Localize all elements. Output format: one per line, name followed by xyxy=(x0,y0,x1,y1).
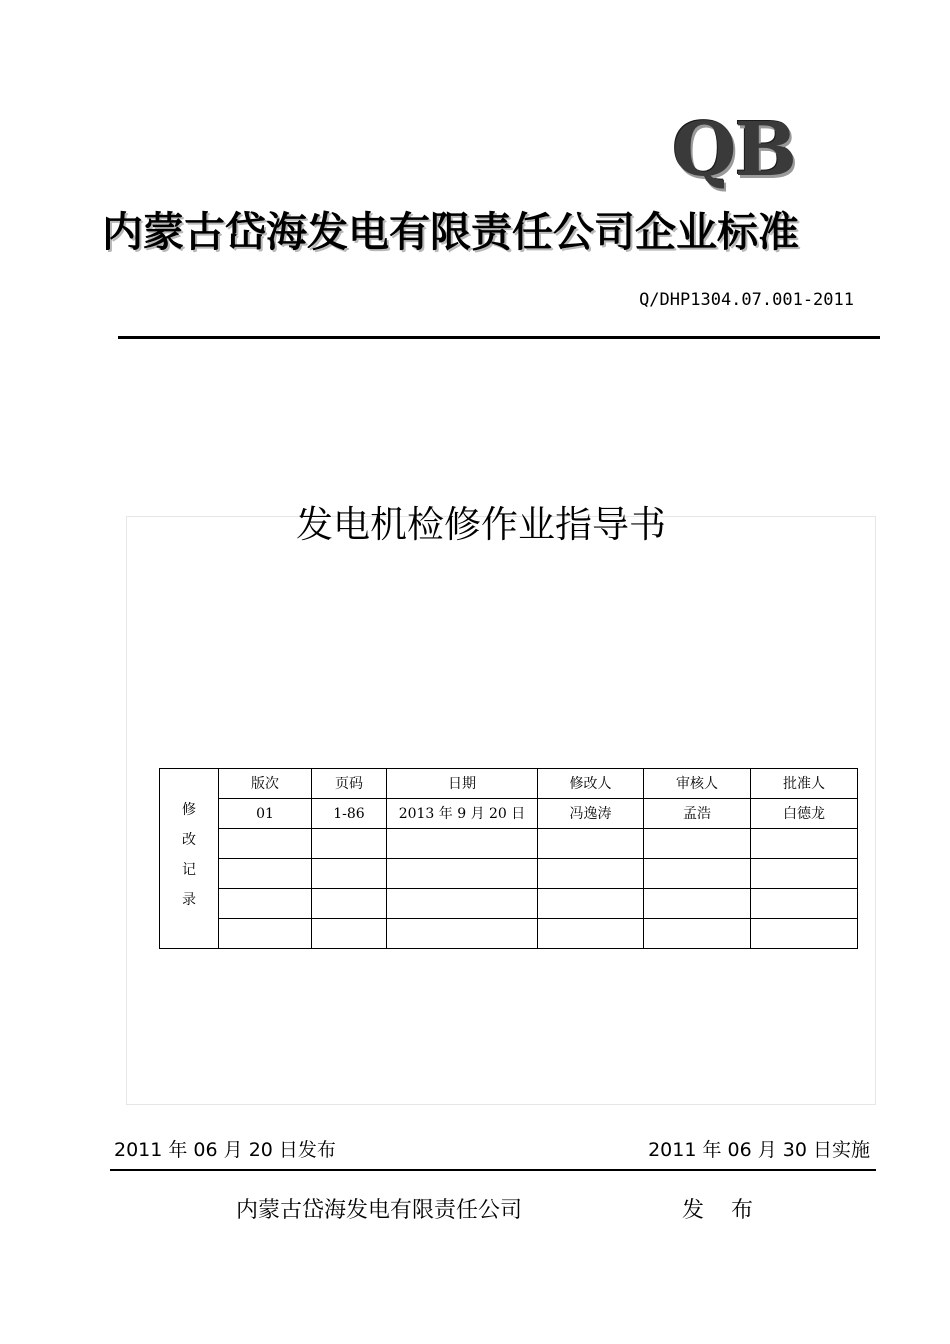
cell-modifier: 冯逸涛 xyxy=(538,799,644,829)
table-row xyxy=(160,919,858,949)
header-pages: 页码 xyxy=(312,769,387,799)
standard-title: 内蒙古岱海发电有限责任公司企业标准 xyxy=(102,208,799,256)
cell-date: 2013 年 9 月 20 日 xyxy=(387,799,538,829)
cell-version: 01 xyxy=(219,799,312,829)
table-header-row xyxy=(160,769,858,799)
table-row xyxy=(160,859,858,889)
cell-date xyxy=(387,919,538,949)
header-reviewer: 审核人 xyxy=(644,769,751,799)
cell-reviewer xyxy=(644,889,751,919)
cell-pages xyxy=(312,889,387,919)
cell-approver xyxy=(751,919,858,949)
cell-pages xyxy=(312,919,387,949)
cell-modifier xyxy=(538,919,644,949)
header-approver: 批准人 xyxy=(751,769,858,799)
side-label-char: 改 xyxy=(182,832,196,848)
cell-version xyxy=(219,889,312,919)
footer-company: 内蒙古岱海发电有限责任公司 xyxy=(236,1198,523,1223)
cell-pages: 1-86 xyxy=(312,799,387,829)
cell-date xyxy=(387,829,538,859)
cell-version xyxy=(219,859,312,889)
cell-reviewer xyxy=(644,829,751,859)
cell-date xyxy=(387,889,538,919)
table-row xyxy=(160,799,858,829)
side-label-char: 记 xyxy=(182,862,196,878)
qb-logo: QB xyxy=(672,107,796,193)
implementation-date: 2011 年 06 月 30 日实施 xyxy=(648,1139,870,1161)
bottom-rule xyxy=(110,1169,876,1171)
revision-table xyxy=(159,768,858,949)
cell-version xyxy=(219,919,312,949)
cell-modifier xyxy=(538,889,644,919)
cell-pages xyxy=(312,829,387,859)
cell-reviewer xyxy=(644,859,751,889)
cell-modifier xyxy=(538,859,644,889)
side-label-char: 修 xyxy=(182,802,196,818)
cell-approver: 白德龙 xyxy=(751,799,858,829)
top-rule xyxy=(118,336,880,339)
cell-reviewer xyxy=(644,919,751,949)
cell-pages xyxy=(312,859,387,889)
cell-approver xyxy=(751,829,858,859)
cell-modifier xyxy=(538,829,644,859)
table-row xyxy=(160,829,858,859)
header-modifier: 修改人 xyxy=(538,769,644,799)
cell-approver xyxy=(751,889,858,919)
publish-date: 2011 年 06 月 20 日发布 xyxy=(114,1139,336,1161)
cell-version xyxy=(219,829,312,859)
cell-reviewer: 孟浩 xyxy=(644,799,751,829)
cell-date xyxy=(387,859,538,889)
cell-approver xyxy=(751,859,858,889)
document-title: 发电机检修作业指导书 xyxy=(296,503,666,546)
header-date: 日期 xyxy=(387,769,538,799)
footer-publish: 发 布 xyxy=(682,1198,763,1223)
standard-code: Q/DHP1304.07.001-2011 xyxy=(639,290,854,310)
side-label-char: 录 xyxy=(182,892,196,908)
revision-side-label xyxy=(160,769,219,949)
header-version: 版次 xyxy=(219,769,312,799)
table-row xyxy=(160,889,858,919)
